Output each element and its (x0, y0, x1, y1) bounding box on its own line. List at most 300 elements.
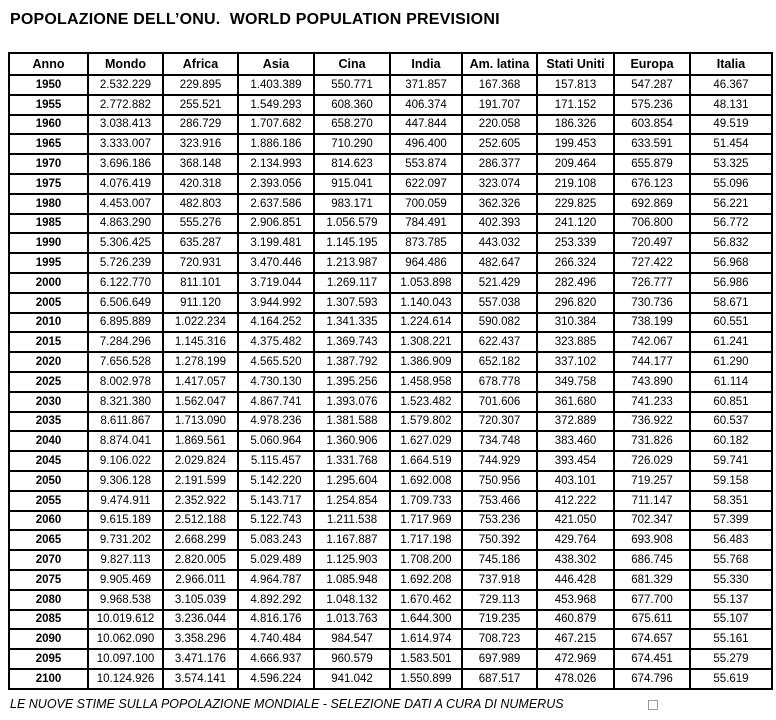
year-cell: 2020 (9, 352, 88, 372)
value-cell: 3.105.039 (163, 590, 238, 610)
value-cell: 371.857 (390, 75, 462, 95)
value-cell: 191.707 (462, 95, 537, 115)
year-cell: 2085 (9, 610, 88, 630)
value-cell: 553.874 (390, 154, 462, 174)
value-cell: 743.890 (614, 372, 690, 392)
value-cell: 2.512.188 (163, 511, 238, 531)
value-cell: 1.886.186 (238, 134, 314, 154)
value-cell: 702.347 (614, 511, 690, 531)
value-cell: 674.657 (614, 629, 690, 649)
value-cell: 252.605 (462, 134, 537, 154)
value-cell: 1.022.234 (163, 313, 238, 333)
value-cell: 421.050 (537, 511, 614, 531)
value-cell: 652.182 (462, 352, 537, 372)
value-cell: 1.331.768 (314, 451, 390, 471)
value-cell: 55.768 (690, 550, 772, 570)
value-cell: 736.922 (614, 412, 690, 432)
value-cell: 9.827.113 (88, 550, 163, 570)
value-cell: 1.213.987 (314, 253, 390, 273)
value-cell: 10.124.926 (88, 669, 163, 689)
value-cell: 57.399 (690, 511, 772, 531)
value-cell: 1.145.195 (314, 233, 390, 253)
value-cell: 438.302 (537, 550, 614, 570)
value-cell: 1.308.221 (390, 332, 462, 352)
value-cell: 915.041 (314, 174, 390, 194)
value-cell: 6.895.889 (88, 313, 163, 333)
footer-note: LE NUOVE STIME SULLA POPOLAZIONE MONDIALE - SELEZIONE DATI A CURA DI NUMERUS (10, 697, 564, 711)
value-cell: 1.211.538 (314, 511, 390, 531)
value-cell: 4.666.937 (238, 649, 314, 669)
value-cell: 1.125.903 (314, 550, 390, 570)
value-cell: 467.215 (537, 629, 614, 649)
value-cell: 6.122.770 (88, 273, 163, 293)
value-cell: 814.623 (314, 154, 390, 174)
value-cell: 56.772 (690, 214, 772, 234)
value-cell: 1.295.604 (314, 471, 390, 491)
value-cell: 1.523.482 (390, 392, 462, 412)
value-cell: 726.777 (614, 273, 690, 293)
value-cell: 55.330 (690, 570, 772, 590)
value-cell: 750.956 (462, 471, 537, 491)
value-cell: 229.825 (537, 194, 614, 214)
value-cell: 3.236.044 (163, 610, 238, 630)
value-cell: 7.656.528 (88, 352, 163, 372)
value-cell: 730.736 (614, 293, 690, 313)
table-row (9, 550, 772, 570)
value-cell: 701.606 (462, 392, 537, 412)
table-row (9, 332, 772, 352)
value-cell: 383.460 (537, 431, 614, 451)
value-cell: 5.083.243 (238, 530, 314, 550)
table-row (9, 431, 772, 451)
column-header-asia: Asia (238, 53, 314, 75)
table-row (9, 590, 772, 610)
year-cell: 1975 (9, 174, 88, 194)
value-cell: 61.241 (690, 332, 772, 352)
year-cell: 1955 (9, 95, 88, 115)
table-row (9, 174, 772, 194)
year-cell: 2040 (9, 431, 88, 451)
value-cell: 1.713.090 (163, 412, 238, 432)
value-cell: 1.048.132 (314, 590, 390, 610)
value-cell: 608.360 (314, 95, 390, 115)
column-header-stati-uniti: Stati Uniti (537, 53, 614, 75)
value-cell: 2.352.922 (163, 491, 238, 511)
value-cell: 1.053.898 (390, 273, 462, 293)
value-cell: 744.929 (462, 451, 537, 471)
value-cell: 56.221 (690, 194, 772, 214)
value-cell: 720.497 (614, 233, 690, 253)
value-cell: 9.905.469 (88, 570, 163, 590)
table-row (9, 154, 772, 174)
value-cell: 323.885 (537, 332, 614, 352)
value-cell: 1.269.117 (314, 273, 390, 293)
value-cell: 478.026 (537, 669, 614, 689)
value-cell: 9.474.911 (88, 491, 163, 511)
value-cell: 4.892.292 (238, 590, 314, 610)
value-cell: 1.395.256 (314, 372, 390, 392)
table-row (9, 134, 772, 154)
table-row (9, 253, 772, 273)
value-cell: 1.224.614 (390, 313, 462, 333)
value-cell: 55.137 (690, 590, 772, 610)
value-cell: 49.519 (690, 115, 772, 135)
value-cell: 10.019.612 (88, 610, 163, 630)
value-cell: 1.458.958 (390, 372, 462, 392)
value-cell: 453.968 (537, 590, 614, 610)
year-cell: 2035 (9, 412, 88, 432)
value-cell: 686.745 (614, 550, 690, 570)
value-cell: 677.700 (614, 590, 690, 610)
year-cell: 1995 (9, 253, 88, 273)
value-cell: 811.101 (163, 273, 238, 293)
table-row (9, 451, 772, 471)
value-cell: 984.547 (314, 629, 390, 649)
value-cell: 675.611 (614, 610, 690, 630)
table-row (9, 372, 772, 392)
value-cell: 3.471.176 (163, 649, 238, 669)
value-cell: 687.517 (462, 669, 537, 689)
table-row (9, 471, 772, 491)
value-cell: 4.730.130 (238, 372, 314, 392)
table-row (9, 530, 772, 550)
value-cell: 2.820.005 (163, 550, 238, 570)
value-cell: 3.470.446 (238, 253, 314, 273)
empty-checkbox-icon (648, 700, 658, 710)
value-cell: 1.717.198 (390, 530, 462, 550)
value-cell: 676.123 (614, 174, 690, 194)
value-cell: 323.916 (163, 134, 238, 154)
value-cell: 4.978.236 (238, 412, 314, 432)
table-row (9, 214, 772, 234)
value-cell: 10.097.100 (88, 649, 163, 669)
value-cell: 59.158 (690, 471, 772, 491)
table-row (9, 412, 772, 432)
value-cell: 3.199.481 (238, 233, 314, 253)
value-cell: 56.968 (690, 253, 772, 273)
value-cell: 719.257 (614, 471, 690, 491)
value-cell: 5.122.743 (238, 511, 314, 531)
year-cell: 2025 (9, 372, 88, 392)
value-cell: 633.591 (614, 134, 690, 154)
year-cell: 1985 (9, 214, 88, 234)
table-header-row (9, 53, 772, 75)
table-row (9, 649, 772, 669)
year-cell: 2060 (9, 511, 88, 531)
value-cell: 1.583.501 (390, 649, 462, 669)
value-cell: 220.058 (462, 115, 537, 135)
value-cell: 720.931 (163, 253, 238, 273)
value-cell: 443.032 (462, 233, 537, 253)
column-header-europa: Europa (614, 53, 690, 75)
value-cell: 960.579 (314, 649, 390, 669)
value-cell: 199.453 (537, 134, 614, 154)
year-cell: 2030 (9, 392, 88, 412)
value-cell: 555.276 (163, 214, 238, 234)
value-cell: 372.889 (537, 412, 614, 432)
value-cell: 726.029 (614, 451, 690, 471)
value-cell: 337.102 (537, 352, 614, 372)
value-cell: 403.101 (537, 471, 614, 491)
value-cell: 2.191.599 (163, 471, 238, 491)
value-cell: 750.392 (462, 530, 537, 550)
value-cell: 547.287 (614, 75, 690, 95)
table-row (9, 352, 772, 372)
year-cell: 1965 (9, 134, 88, 154)
value-cell: 1.644.300 (390, 610, 462, 630)
value-cell: 873.785 (390, 233, 462, 253)
value-cell: 4.565.520 (238, 352, 314, 372)
value-cell: 58.671 (690, 293, 772, 313)
column-header-mondo: Mondo (88, 53, 163, 75)
value-cell: 2.772.882 (88, 95, 163, 115)
value-cell: 1.692.208 (390, 570, 462, 590)
year-cell: 2095 (9, 649, 88, 669)
value-cell: 1.709.733 (390, 491, 462, 511)
table-row (9, 629, 772, 649)
value-cell: 674.796 (614, 669, 690, 689)
value-cell: 1.278.199 (163, 352, 238, 372)
value-cell: 296.820 (537, 293, 614, 313)
value-cell: 219.108 (537, 174, 614, 194)
value-cell: 8.002.978 (88, 372, 163, 392)
value-cell: 710.290 (314, 134, 390, 154)
value-cell: 7.284.296 (88, 332, 163, 352)
year-cell: 2070 (9, 550, 88, 570)
value-cell: 2.134.993 (238, 154, 314, 174)
value-cell: 1.145.316 (163, 332, 238, 352)
value-cell: 349.758 (537, 372, 614, 392)
value-cell: 2.029.824 (163, 451, 238, 471)
value-cell: 1.717.969 (390, 511, 462, 531)
value-cell: 622.437 (462, 332, 537, 352)
value-cell: 678.778 (462, 372, 537, 392)
year-cell: 1990 (9, 233, 88, 253)
value-cell: 693.908 (614, 530, 690, 550)
column-header-india: India (390, 53, 462, 75)
value-cell: 402.393 (462, 214, 537, 234)
year-cell: 1960 (9, 115, 88, 135)
year-cell: 2080 (9, 590, 88, 610)
value-cell: 720.307 (462, 412, 537, 432)
value-cell: 1.707.682 (238, 115, 314, 135)
year-cell: 1980 (9, 194, 88, 214)
value-cell: 61.114 (690, 372, 772, 392)
value-cell: 10.062.090 (88, 629, 163, 649)
value-cell: 737.918 (462, 570, 537, 590)
value-cell: 1.254.854 (314, 491, 390, 511)
value-cell: 1.387.792 (314, 352, 390, 372)
year-cell: 2065 (9, 530, 88, 550)
value-cell: 1.417.057 (163, 372, 238, 392)
value-cell: 446.428 (537, 570, 614, 590)
value-cell: 1.393.076 (314, 392, 390, 412)
value-cell: 4.863.290 (88, 214, 163, 234)
value-cell: 4.816.176 (238, 610, 314, 630)
value-cell: 241.120 (537, 214, 614, 234)
value-cell: 9.968.538 (88, 590, 163, 610)
value-cell: 361.680 (537, 392, 614, 412)
value-cell: 708.723 (462, 629, 537, 649)
year-cell: 2075 (9, 570, 88, 590)
value-cell: 1.140.043 (390, 293, 462, 313)
value-cell: 55.107 (690, 610, 772, 630)
value-cell: 729.113 (462, 590, 537, 610)
value-cell: 1.386.909 (390, 352, 462, 372)
value-cell: 56.986 (690, 273, 772, 293)
value-cell: 55.161 (690, 629, 772, 649)
value-cell: 2.393.056 (238, 174, 314, 194)
year-cell: 2100 (9, 669, 88, 689)
year-cell: 1950 (9, 75, 88, 95)
value-cell: 171.152 (537, 95, 614, 115)
value-cell: 911.120 (163, 293, 238, 313)
value-cell: 9.731.202 (88, 530, 163, 550)
value-cell: 727.422 (614, 253, 690, 273)
value-cell: 229.895 (163, 75, 238, 95)
value-cell: 745.186 (462, 550, 537, 570)
value-cell: 700.059 (390, 194, 462, 214)
table-row (9, 273, 772, 293)
column-header-anno: Anno (9, 53, 88, 75)
value-cell: 3.696.186 (88, 154, 163, 174)
value-cell: 55.096 (690, 174, 772, 194)
value-cell: 731.826 (614, 431, 690, 451)
value-cell: 60.537 (690, 412, 772, 432)
value-cell: 60.851 (690, 392, 772, 412)
value-cell: 8.874.041 (88, 431, 163, 451)
value-cell: 1.085.948 (314, 570, 390, 590)
value-cell: 167.368 (462, 75, 537, 95)
value-cell: 286.377 (462, 154, 537, 174)
value-cell: 3.358.296 (163, 629, 238, 649)
table-row (9, 610, 772, 630)
value-cell: 472.969 (537, 649, 614, 669)
value-cell: 655.879 (614, 154, 690, 174)
value-cell: 5.142.220 (238, 471, 314, 491)
value-cell: 186.326 (537, 115, 614, 135)
value-cell: 744.177 (614, 352, 690, 372)
value-cell: 674.451 (614, 649, 690, 669)
value-cell: 55.279 (690, 649, 772, 669)
value-cell: 3.574.141 (163, 669, 238, 689)
value-cell: 738.199 (614, 313, 690, 333)
value-cell: 9.615.189 (88, 511, 163, 531)
value-cell: 1.307.593 (314, 293, 390, 313)
value-cell: 8.321.380 (88, 392, 163, 412)
population-table (8, 52, 773, 690)
value-cell: 753.236 (462, 511, 537, 531)
value-cell: 53.325 (690, 154, 772, 174)
value-cell: 412.222 (537, 491, 614, 511)
value-cell: 635.287 (163, 233, 238, 253)
year-cell: 2005 (9, 293, 88, 313)
value-cell: 5.726.239 (88, 253, 163, 273)
value-cell: 1.562.047 (163, 392, 238, 412)
value-cell: 2.637.586 (238, 194, 314, 214)
value-cell: 253.339 (537, 233, 614, 253)
value-cell: 56.832 (690, 233, 772, 253)
value-cell: 622.097 (390, 174, 462, 194)
page-title: POPOLAZIONE DELL’ONU. WORLD POPULATION PREVISIONI (10, 11, 500, 28)
value-cell: 1.341.335 (314, 313, 390, 333)
value-cell: 59.741 (690, 451, 772, 471)
value-cell: 5.115.457 (238, 451, 314, 471)
value-cell: 48.131 (690, 95, 772, 115)
value-cell: 697.989 (462, 649, 537, 669)
year-cell: 2010 (9, 313, 88, 333)
value-cell: 711.147 (614, 491, 690, 511)
value-cell: 420.318 (163, 174, 238, 194)
value-cell: 429.764 (537, 530, 614, 550)
value-cell: 255.521 (163, 95, 238, 115)
value-cell: 310.384 (537, 313, 614, 333)
year-cell: 2000 (9, 273, 88, 293)
year-cell: 2015 (9, 332, 88, 352)
value-cell: 1.549.293 (238, 95, 314, 115)
value-cell: 5.029.489 (238, 550, 314, 570)
value-cell: 3.333.007 (88, 134, 163, 154)
value-cell: 1.056.579 (314, 214, 390, 234)
value-cell: 1.627.029 (390, 431, 462, 451)
value-cell: 393.454 (537, 451, 614, 471)
value-cell: 658.270 (314, 115, 390, 135)
value-cell: 368.148 (163, 154, 238, 174)
value-cell: 482.803 (163, 194, 238, 214)
value-cell: 1.614.974 (390, 629, 462, 649)
value-cell: 2.966.011 (163, 570, 238, 590)
value-cell: 719.235 (462, 610, 537, 630)
value-cell: 56.483 (690, 530, 772, 550)
column-header-africa: Africa (163, 53, 238, 75)
value-cell: 323.074 (462, 174, 537, 194)
value-cell: 2.906.851 (238, 214, 314, 234)
year-cell: 2050 (9, 471, 88, 491)
value-cell: 1.664.519 (390, 451, 462, 471)
table-row (9, 570, 772, 590)
value-cell: 60.551 (690, 313, 772, 333)
value-cell: 1.692.008 (390, 471, 462, 491)
value-cell: 4.076.419 (88, 174, 163, 194)
value-cell: 3.944.992 (238, 293, 314, 313)
value-cell: 6.506.649 (88, 293, 163, 313)
value-cell: 1.403.389 (238, 75, 314, 95)
year-cell: 2090 (9, 629, 88, 649)
table-row (9, 313, 772, 333)
table-row (9, 95, 772, 115)
value-cell: 1.579.802 (390, 412, 462, 432)
value-cell: 4.964.787 (238, 570, 314, 590)
table-row (9, 194, 772, 214)
value-cell: 286.729 (163, 115, 238, 135)
value-cell: 521.429 (462, 273, 537, 293)
value-cell: 734.748 (462, 431, 537, 451)
value-cell: 61.290 (690, 352, 772, 372)
value-cell: 4.596.224 (238, 669, 314, 689)
value-cell: 4.867.741 (238, 392, 314, 412)
value-cell: 157.813 (537, 75, 614, 95)
value-cell: 282.496 (537, 273, 614, 293)
value-cell: 1.167.887 (314, 530, 390, 550)
value-cell: 46.367 (690, 75, 772, 95)
year-cell: 2045 (9, 451, 88, 471)
value-cell: 362.326 (462, 194, 537, 214)
value-cell: 742.067 (614, 332, 690, 352)
value-cell: 753.466 (462, 491, 537, 511)
table-row (9, 669, 772, 689)
value-cell: 2.668.299 (163, 530, 238, 550)
value-cell: 4.453.007 (88, 194, 163, 214)
